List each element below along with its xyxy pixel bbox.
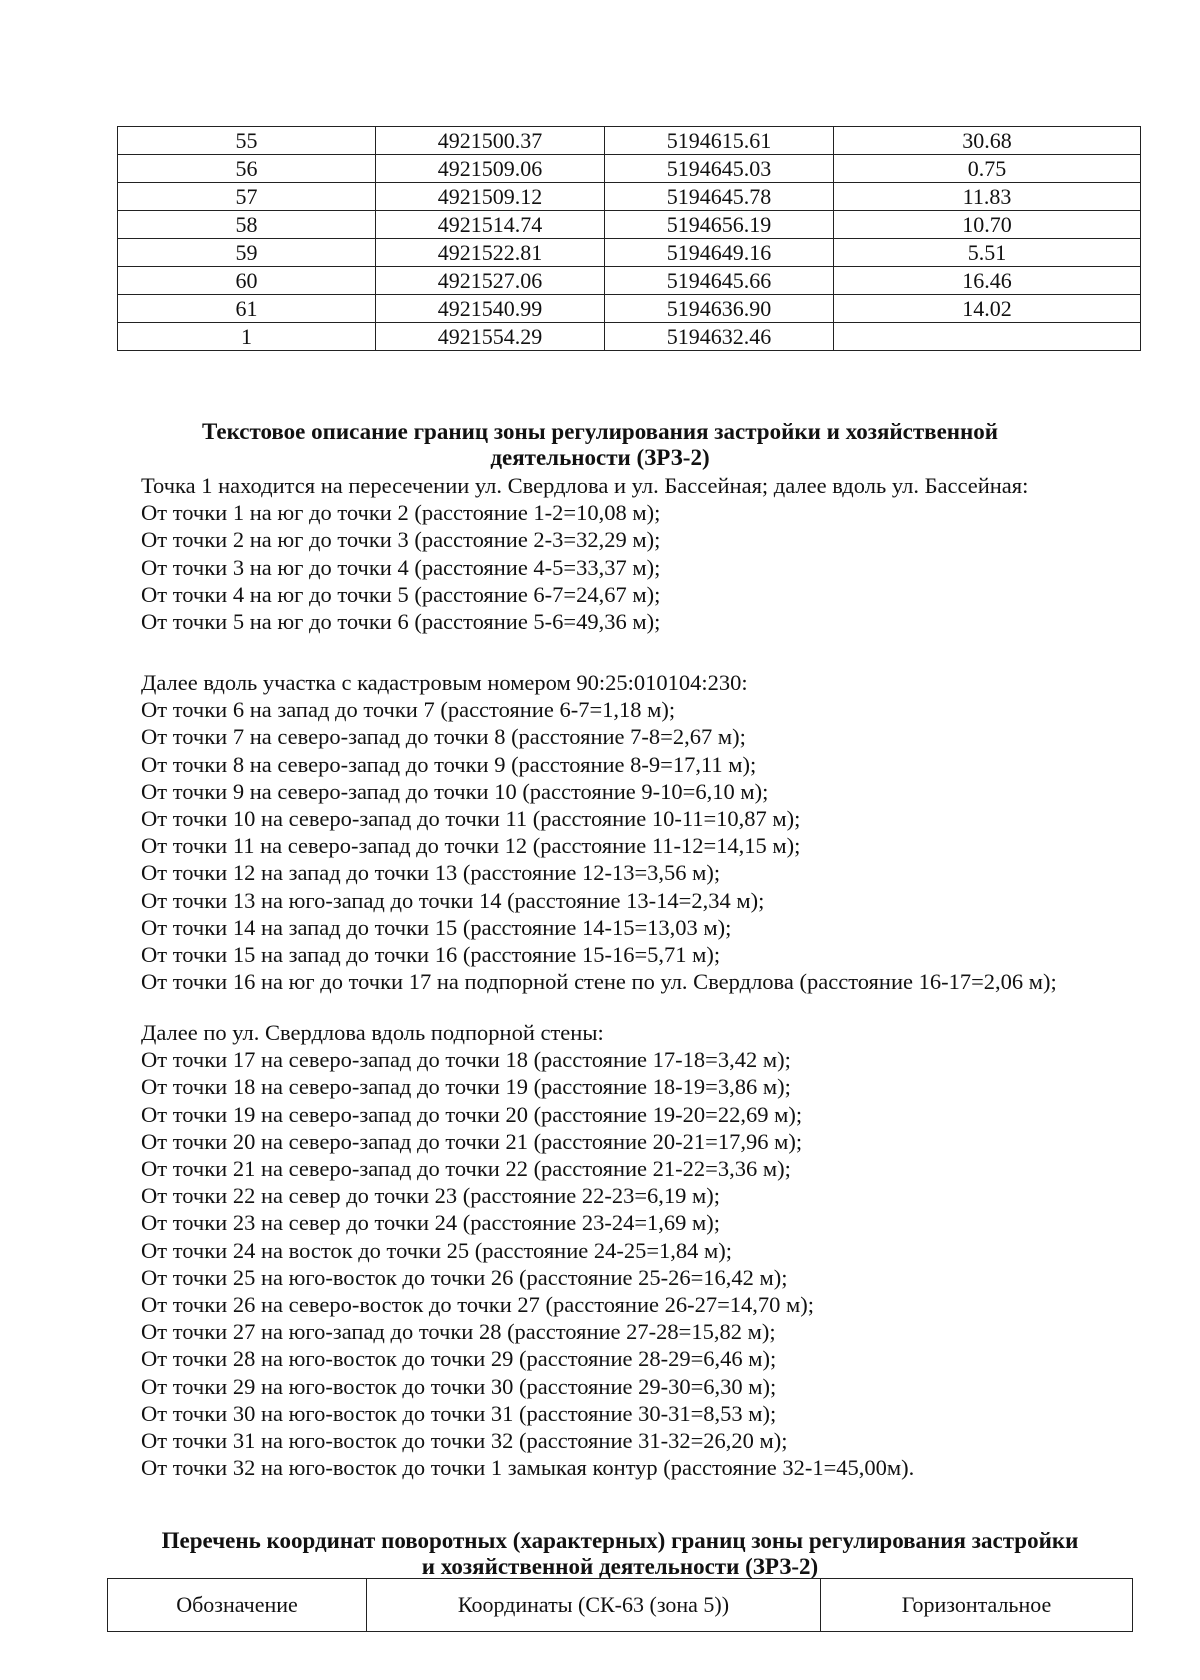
text-line: От точки 26 на северо-восток до точки 27 (расстояние 26-27=14,70 м); [141, 1292, 815, 1318]
cell-x: 4921554.29 [376, 323, 605, 351]
cell-y: 5194615.61 [605, 127, 834, 155]
heading-line-2: деятельности (ЗРЗ-2) [490, 445, 710, 470]
text-line: От точки 8 на северо-запад до точки 9 (расстояние 8-9=17,11 м); [141, 751, 757, 777]
cell-point: 59 [118, 239, 376, 267]
cell-y: 5194636.90 [605, 295, 834, 323]
text-line: От точки 29 на юго-восток до точки 30 (расстояние 29-30=6,30 м); [141, 1373, 777, 1399]
cell-y: 5194645.03 [605, 155, 834, 183]
cell-point: 60 [118, 267, 376, 295]
text-line: От точки 18 на северо-запад до точки 19 (расстояние 18-19=3,86 м); [141, 1074, 791, 1100]
text-line: От точки 13 на юго-запад до точки 14 (расстояние 13-14=2,34 м); [141, 887, 765, 913]
table-row [118, 127, 1141, 155]
text-line: От точки 16 на юг до точки 17 на подпорной стене по ул. Свердлова (расстояние 16-17=2,06 м); [141, 969, 1057, 995]
table-row [118, 155, 1141, 183]
text-line: Далее по ул. Свердлова вдоль подпорной стены: [141, 1020, 604, 1045]
cell-point: 55 [118, 127, 376, 155]
text-line: От точки 31 на юго-восток до точки 32 (расстояние 31-32=26,20 м); [141, 1428, 788, 1454]
table-row [118, 323, 1141, 351]
text-line: От точки 25 на юго-восток до точки 26 (расстояние 25-26=16,42 м); [141, 1264, 788, 1290]
text-line: От точки 12 на запад до точки 13 (расстояние 12-13=3,56 м); [141, 860, 721, 886]
header-horizontal: Горизонтальное [821, 1579, 1133, 1632]
cell-point: 57 [118, 183, 376, 211]
text-line: Точка 1 находится на пересечении ул. Свердлова и ул. Бассейная; далее вдоль ул. Бассейная: [141, 473, 1029, 498]
cell-x: 4921509.12 [376, 183, 605, 211]
cell-point: 56 [118, 155, 376, 183]
text-line: От точки 24 на восток до точки 25 (расстояние 24-25=1,84 м); [141, 1237, 733, 1263]
cell-x: 4921509.06 [376, 155, 605, 183]
text-line: От точки 11 на северо-запад до точки 12 (расстояние 11-12=14,15 м); [141, 833, 801, 859]
heading-line-2: и хозяйственной деятельности (ЗРЗ-2) [421, 1554, 819, 1579]
cell-distance: 14.02 [834, 295, 1141, 323]
table-row [118, 295, 1141, 323]
coordinates-table-header [107, 1578, 1133, 1632]
text-line: От точки 28 на юго-восток до точки 29 (расстояние 28-29=6,46 м); [141, 1346, 777, 1372]
cell-y: 5194649.16 [605, 239, 834, 267]
cell-y: 5194632.46 [605, 323, 834, 351]
cell-distance: 11.83 [834, 183, 1141, 211]
text-line: От точки 7 на северо-запад до точки 8 (расстояние 7-8=2,67 м); [141, 724, 746, 750]
paragraph-sverdlova-wall [141, 1019, 914, 1481]
cell-y: 5194645.66 [605, 267, 834, 295]
cell-y: 5194656.19 [605, 211, 834, 239]
text-line: От точки 3 на юг до точки 4 (расстояние 4-5=33,37 м); [141, 554, 661, 580]
text-line: Далее вдоль участка с кадастровым номером 90:25:010104:230: [141, 670, 748, 695]
cell-distance: 16.46 [834, 267, 1141, 295]
text-line: От точки 30 на юго-восток до точки 31 (расстояние 30-31=8,53 м); [141, 1400, 777, 1426]
cell-distance [834, 323, 1141, 351]
text-line: От точки 5 на юг до точки 6 (расстояние 5-6=49,36 м); [141, 609, 661, 635]
section-heading-coordinates-list [120, 1528, 1120, 1580]
cell-distance: 10.70 [834, 211, 1141, 239]
text-line: От точки 1 на юг до точки 2 (расстояние 1-2=10,08 м); [141, 500, 661, 526]
cell-distance: 5.51 [834, 239, 1141, 267]
text-line: От точки 20 на северо-запад до точки 21 (расстояние 20-21=17,96 м); [141, 1128, 803, 1154]
text-line: От точки 6 на запад до точки 7 (расстояние 6-7=1,18 м); [141, 697, 676, 723]
coordinates-table-continuation [117, 126, 1141, 351]
cell-point: 58 [118, 211, 376, 239]
text-line: От точки 19 на северо-запад до точки 20 (расстояние 19-20=22,69 м); [141, 1101, 803, 1127]
cell-distance: 30.68 [834, 127, 1141, 155]
cell-x: 4921514.74 [376, 211, 605, 239]
text-line: От точки 9 на северо-запад до точки 10 (расстояние 9-10=6,10 м); [141, 778, 769, 804]
cell-x: 4921540.99 [376, 295, 605, 323]
heading-line-1: Текстовое описание границ зоны регулирования застройки и хозяйственной [201, 419, 999, 444]
paragraph-cadastral-parcel [141, 669, 1057, 995]
header-designation: Обозначение [108, 1579, 367, 1632]
text-line: От точки 22 на север до точки 23 (расстояние 22-23=6,19 м); [141, 1183, 721, 1209]
table-header-row [108, 1579, 1133, 1632]
cell-x: 4921500.37 [376, 127, 605, 155]
header-coordinates: Координаты (СК-63 (зона 5)) [367, 1579, 821, 1632]
paragraph-basseynaya [141, 472, 1028, 635]
cell-distance: 0.75 [834, 155, 1141, 183]
cell-point: 61 [118, 295, 376, 323]
text-line: От точки 2 на юг до точки 3 (расстояние 2-3=32,29 м); [141, 527, 661, 553]
text-line: От точки 17 на северо-запад до точки 18 (расстояние 17-18=3,42 м); [141, 1047, 791, 1073]
table-row [118, 183, 1141, 211]
cell-point: 1 [118, 323, 376, 351]
text-line: От точки 27 на юго-запад до точки 28 (расстояние 27-28=15,82 м); [141, 1319, 776, 1345]
text-line: От точки 21 на северо-запад до точки 22 (расстояние 21-22=3,36 м); [141, 1156, 791, 1182]
text-line: От точки 23 на север до точки 24 (расстояние 23-24=1,69 м); [141, 1210, 721, 1236]
cell-x: 4921522.81 [376, 239, 605, 267]
cell-x: 4921527.06 [376, 267, 605, 295]
table-row [118, 239, 1141, 267]
table-row [118, 267, 1141, 295]
section-heading-text-description [120, 419, 1080, 471]
text-line: От точки 10 на северо-запад до точки 11 (расстояние 10-11=10,87 м); [141, 806, 801, 832]
text-line: От точки 14 на запад до точки 15 (расстояние 14-15=13,03 м); [141, 914, 732, 940]
text-line: От точки 32 на юго-восток до точки 1 замыкая контур (расстояние 32-1=45,00м). [141, 1455, 915, 1481]
text-line: От точки 4 на юг до точки 5 (расстояние 6-7=24,67 м); [141, 581, 661, 607]
cell-y: 5194645.78 [605, 183, 834, 211]
heading-line-1: Перечень координат поворотных (характерных) границ зоны регулирования застройки [161, 1528, 1079, 1553]
text-line: От точки 15 на запад до точки 16 (расстояние 15-16=5,71 м); [141, 942, 721, 968]
table-row [118, 211, 1141, 239]
